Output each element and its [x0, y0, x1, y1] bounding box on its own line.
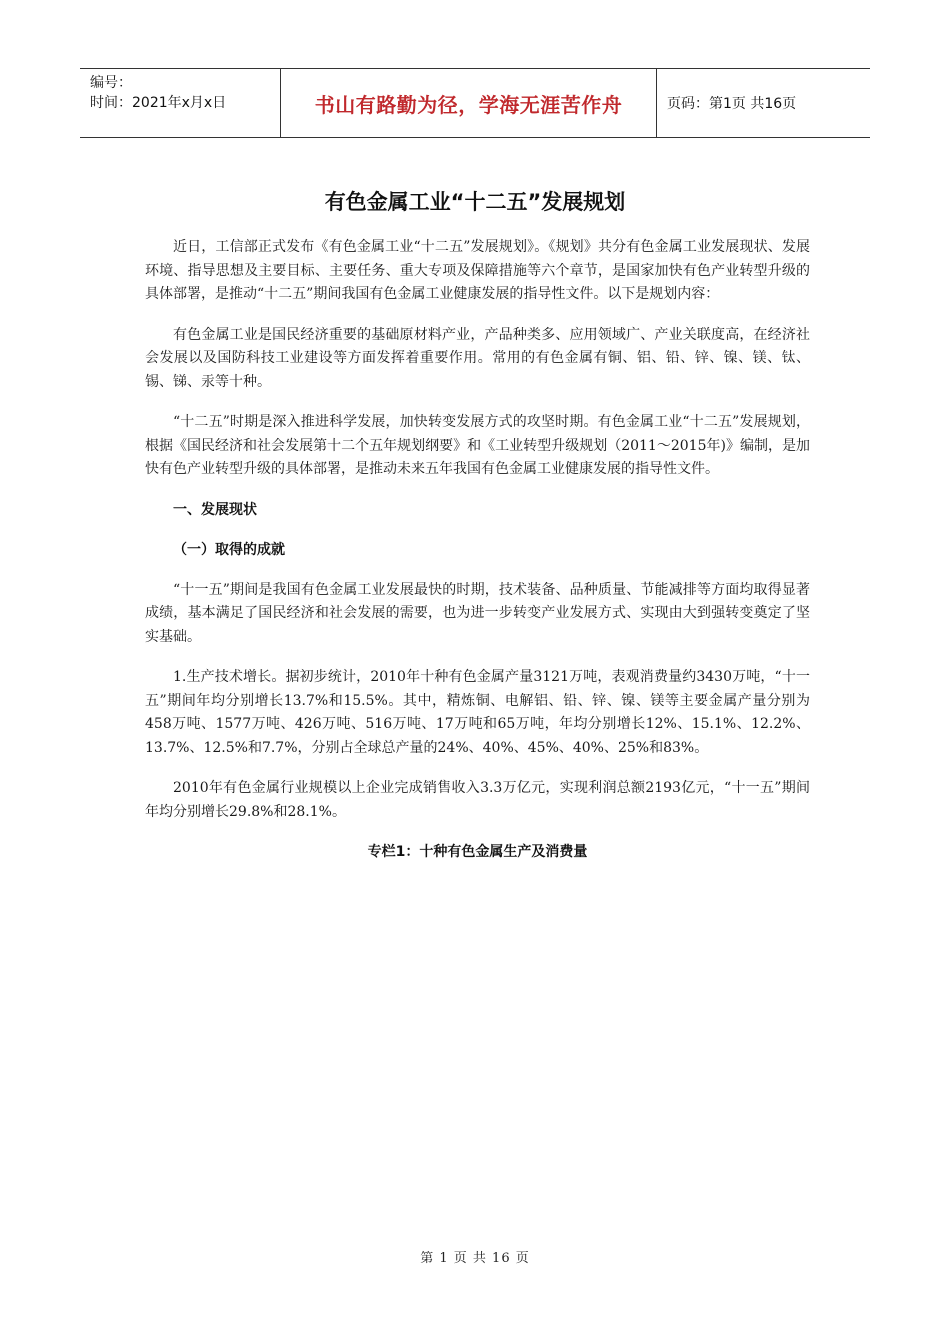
revenue-paragraph: 2010年有色金属行业规模以上企业完成销售收入3.3万亿元，实现利润总额2193亿元，“十一五”期间年均分别增长29.8%和28.1%。: [145, 780, 810, 820]
page-footer: 第 1 页 共 16 页: [420, 1251, 530, 1266]
column-title: 专栏1：十种有色金属生产及消费量: [367, 844, 588, 860]
subsection-heading: （一）取得的成就: [173, 541, 285, 558]
production-growth-paragraph: 1.生产技术增长。据初步统计，2010年十种有色金属产量3121万吨，表观消费量约3430万吨，“十一五”期间年均分别增长13.7%和15.5%。其中，精炼铜、电解铝、铅、锌、镍、镁等主要金属产量分别为458万吨、1577万吨、426万吨、516万吨、17万吨和65万吨，年均分别增长12%、15.1%、12.2%、13.7%、12.5%和7.7%，分别占全球总产量的24%、40%、45%、40%、25%和83%。: [145, 669, 810, 756]
header-meta: [80, 69, 280, 137]
document-number-label: 编号：: [90, 75, 132, 91]
industry-overview-paragraph: 有色金属工业是国民经济重要的基础原材料产业，产品种类多、应用领域广、产业关联度高，在经济社会发展以及国防科技工业建设等方面发挥着重要作用。常用的有色金属有铜、铝、铅、锌、镍、镁、钛、锡、锑、汞等十种。: [145, 326, 810, 390]
section-heading: 一、发展现状: [173, 501, 257, 518]
document-header: [80, 68, 870, 138]
achievements-paragraph: “十一五”期间是我国有色金属工业发展最快的时期，技术装备、品种质量、节能减排等方面均取得显著成绩，基本满足了国民经济和社会发展的需要，也为进一步转变产业发展方式、实现由大到强转变奠定了坚实基础。: [145, 581, 810, 645]
header-page-info: 页码：第1页 共16页: [667, 96, 797, 112]
header-motto: 书山有路勤为径，学海无涯苦作舟: [280, 69, 657, 137]
intro-paragraph: 近日，工信部正式发布《有色金属工业“十二五”发展规划》。《规划》共分有色金属工业发展现状、发展环境、指导思想及主要目标、主要任务、重大专项及保障措施等六个章节，是国家加快有色产业转型升级的具体部署，是推动“十二五”期间我国有色金属工业健康发展的指导性文件。以下是规划内容：: [145, 239, 810, 302]
document-title: 有色金属工业“十二五”发展规划: [324, 190, 626, 214]
document-time-label: 时间：2021年x月x日: [90, 95, 227, 111]
document-body: [145, 236, 810, 864]
plan-background-paragraph: “十二五”时期是深入推进科学发展，加快转变发展方式的攻坚时期。有色金属工业“十二五”发展规划，根据《国民经济和社会发展第十二个五年规划纲要》和《工业转型升级规划（2011～2015年)》编制，是加快有色产业转型升级的具体部署，是推动未来五年我国有色金属工业健康发展的指导性文件。: [145, 414, 810, 477]
